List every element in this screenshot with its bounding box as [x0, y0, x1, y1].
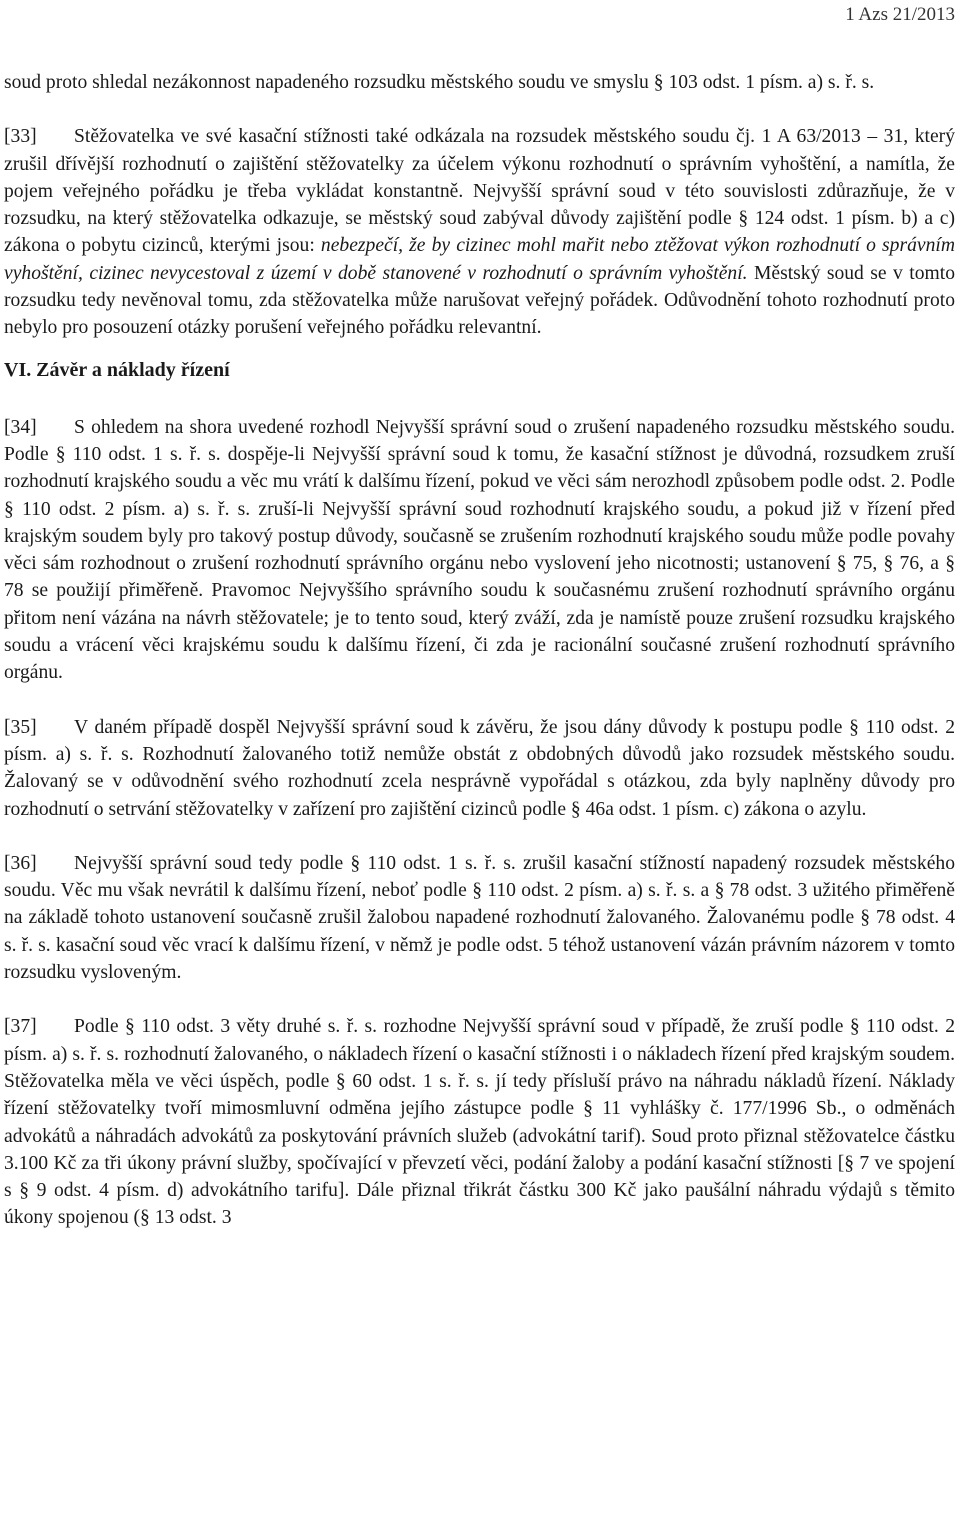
paragraph-35 [4, 714, 955, 823]
paragraph-number: [34] [4, 416, 37, 438]
paragraph-33-quote: nebezpečí, že by cizinec mohl mařit nebo ztěžovat výkon rozhodnutí o správním vyhoštění, cizinec nevycestoval z území v době stanovené v rozhodnutí o správním vyhoštění. [4, 235, 955, 284]
document-body [4, 69, 955, 1232]
section-heading [4, 357, 955, 384]
case-number-header: 1 Azs 21/2013 [845, 4, 955, 25]
paragraph-number: [36] [4, 852, 37, 874]
paragraph-number: [35] [4, 716, 37, 738]
paragraph-37 [4, 1013, 955, 1231]
paragraph-33 [4, 123, 955, 341]
section-number: VI. [4, 358, 32, 381]
paragraph-34-text: S ohledem na shora uvedené rozhodl Nejvyšší správní soud o zrušení napadeného rozsudku městského soudu. Podle § 110 odst. 1 s. ř. s. dospěje-li Nejvyšší správní soud k tomu, že kasační stížnost je důvodná, rozsudkem zruší rozhodnutí krajského soudu a věc mu vrátí k dalšímu řízení, pokud ve věci sám nerozhodl způsobem podle odst. 2. Podle § 110 odst. 2 písm. a) s. ř. s. zruší-li Nejvyšší správní soud rozhodnutí krajského soudu, a pokud již v řízení před krajským soudem byly pro takový postup důvody, současně se zrušením rozhodnutí krajského soudu může podle povahy věci sám rozhodnout o zrušení rozhodnutí správního orgánu nebo vyslovení jeho nicotnosti; ustanovení § 75, § 76, a § 78 se použijí přiměřeně. Pravomoc Nejvyššího správního soudu k současnému zrušení rozhodnutí správního orgánu přitom není vázána na návrh stěžovatele; je to tento soud, který zváží, zda je namístě pouze zrušení rozsudku krajského soudu a vrácení věci krajskému soudu k dalšímu řízení, či zda je racionální současné zrušení rozhodnutí správního orgánu. [4, 416, 955, 684]
paragraph-33-text-b: Městský soud se v tomto rozsudku tedy nevěnoval tomu, zda stěžovatelka může narušovat veřejný pořádek. Odůvodnění tohoto rozhodnutí proto nebylo pro posouzení otázky porušení veřejného pořádku relevantní. [4, 262, 955, 339]
paragraph-36 [4, 850, 955, 986]
paragraph-continuation: soud proto shledal nezákonnost napadeného rozsudku městského soudu ve smyslu § 103 odst. 1 písm. a) s. ř. s. [4, 72, 875, 93]
paragraph-36-text: Nejvyšší správní soud tedy podle § 110 odst. 1 s. ř. s. zrušil kasační stížností napadený rozsudek městského soudu. Věc mu však nevrátil k dalšímu řízení, neboť podle § 110 odst. 2 písm. a) s. ř. s. a § 78 odst. 3 užitého přiměřeně na základě tohoto ustanovení současně zrušil žalobou napadené rozhodnutí žalovaného. Žalovanému podle § 78 odst. 4 s. ř. s. kasační soud věc vrací k dalšímu řízení, v němž je podle odst. 5 téhož ustanovení vázán právním názorem v tomto rozsudku vysloveným. [4, 852, 955, 984]
section-title: Závěr a náklady řízení [36, 358, 230, 381]
paragraph-34 [4, 414, 955, 687]
paragraph-number: [33] [4, 126, 37, 148]
paragraph-35-text: V daném případě dospěl Nejvyšší správní soud k závěru, že jsou dány důvody k postupu podle § 110 odst. 2 písm. a) s. ř. s. Rozhodnutí žalovaného totiž nemůže obstát z obdobných důvodů jako rozsudek městského soudu. Žalovaný se v odůvodnění svého rozhodnutí zcela nesprávně vypořádal s otázkou, zda byly naplněny důvody pro rozhodnutí o setrvání stěžovatelky v zařízení pro zajištění cizinců podle § 46a odst. 1 písm. c) zákona o azylu. [4, 716, 955, 820]
paragraph-37-text: Podle § 110 odst. 3 věty druhé s. ř. s. rozhodne Nejvyšší správní soud v případě, že zruší podle § 110 odst. 2 písm. a) s. ř. s. rozhodnutí žalovaného, o nákladech řízení o kasační stížnosti i o nákladech řízení před krajským soudem. Stěžovatelka měla ve věci úspěch, podle § 60 odst. 1 s. ř. s. jí tedy přísluší právo na náhradu nákladů řízení. Náklady řízení stěžovatelky tvoří mimosmluvní odměna jejího zástupce podle § 11 vyhlášky č. 177/1996 Sb., o odměnách advokátů a náhradách advokátů za poskytování právních služeb (advokátní tarif). Soud proto přiznal stěžovatelce částku 3.100 Kč za tři úkony právní služby, spočívající v převzetí věci, podání žaloby a podání kasační stížnosti [§ 7 ve spojení s § 9 odst. 4 písm. d) advokátního tarifu]. Dále přiznal třikrát částku 300 Kč jako paušální náhradu výdajů s těmito úkony spojenou (§ 13 odst. 3 [4, 1016, 955, 1229]
paragraph-33-text-a: Stěžovatelka ve své kasační stížnosti také odkázala na rozsudek městského soudu čj. 1 A 63/2013 – 31, který zrušil dřívější rozhodnutí o zajištění stěžovatelky za účelem výkonu rozhodnutí o správním vyhoštění, a namítla, že pojem veřejného pořádku je třeba vykládat konstantně. Nejvyšší správní soud v této souvislosti zdůrazňuje, že v rozsudku, na který stěžovatelka odkazuje, se městský soud zabýval důvody zajištění podle § 124 odst. 1 písm. b) a c) zákona o pobytu cizinců, kterými jsou: [4, 126, 955, 257]
paragraph-number: [37] [4, 1016, 37, 1038]
